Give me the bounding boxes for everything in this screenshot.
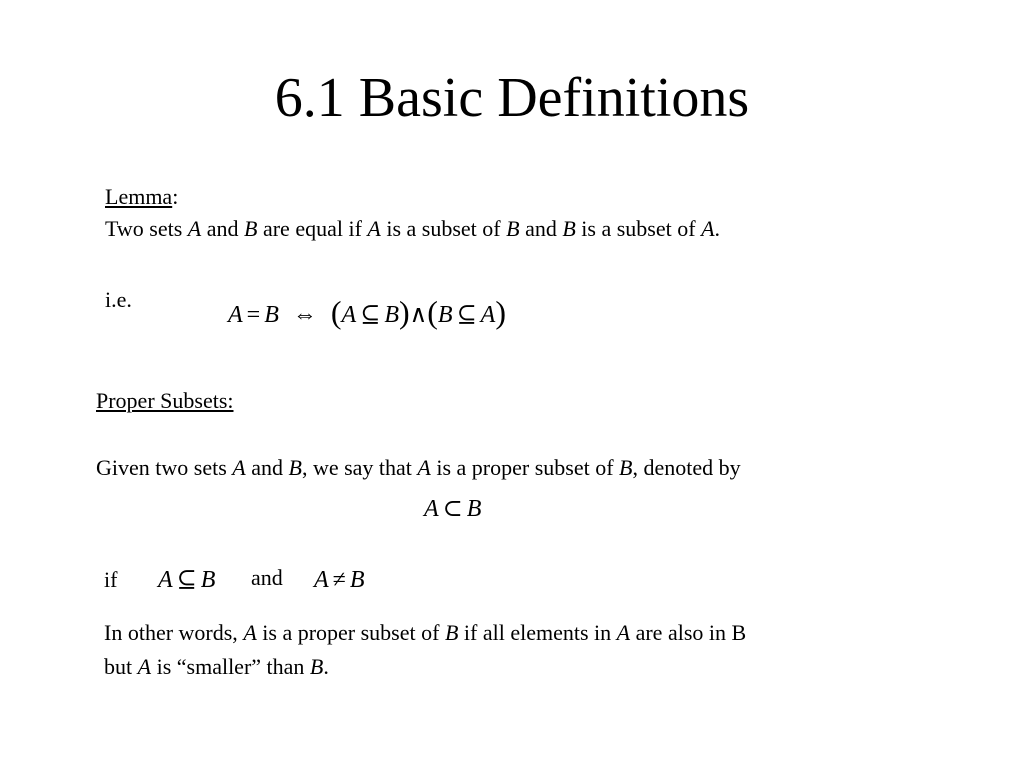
- text-run: , we say that: [301, 455, 418, 480]
- text-run: are equal if: [257, 216, 368, 241]
- formula-operator: =: [246, 302, 261, 328]
- set-symbol: B: [444, 620, 459, 645]
- lemma-statement: [105, 215, 720, 243]
- set-symbol: B: [506, 216, 520, 241]
- formula-paren: ): [495, 294, 506, 330]
- text-run: but: [104, 654, 138, 679]
- text-run: In other words,: [104, 620, 244, 645]
- explanation-line-1: [104, 619, 746, 647]
- text-run: Given two sets: [96, 455, 233, 480]
- condition-subset-eq: [158, 565, 215, 595]
- proper-subset-definition: [96, 454, 741, 482]
- formula-symbol: B: [264, 302, 279, 328]
- lemma-heading-label: Lemma: [105, 184, 173, 209]
- text-run: Two sets: [105, 216, 188, 241]
- set-symbol: B: [619, 455, 633, 480]
- set-symbol: B: [562, 216, 576, 241]
- text-run: .: [323, 654, 329, 679]
- explanation-line-2: [104, 653, 329, 681]
- text-run: are also in B: [630, 620, 747, 645]
- text-run: .: [714, 216, 721, 241]
- proper-subset-notation: [424, 494, 481, 524]
- text-run: and: [245, 455, 289, 480]
- set-symbol: B: [309, 654, 324, 679]
- formula-symbol: A: [158, 567, 173, 593]
- formula-paren: (: [427, 294, 438, 330]
- slide-title: 6.1 Basic Definitions: [274, 67, 750, 129]
- formula-symbol: B: [466, 496, 482, 522]
- set-symbol: A: [367, 216, 381, 241]
- text-run: is a subset of: [380, 216, 507, 241]
- condition-and-label: and: [251, 565, 283, 590]
- set-symbol: A: [243, 620, 257, 645]
- text-run: is a proper subset of: [256, 620, 445, 645]
- set-symbol: A: [137, 654, 152, 679]
- formula-symbol: B: [384, 302, 399, 328]
- text-run: if all elements in: [458, 620, 617, 645]
- text-run: is a proper subset of: [430, 455, 620, 480]
- condition-if-label: if: [104, 567, 118, 592]
- set-symbol: B: [244, 216, 258, 241]
- formula-symbol: A: [314, 567, 329, 593]
- set-symbol: B: [288, 455, 302, 480]
- iff-operator: ⇔: [292, 302, 317, 328]
- proper-subsets-heading: Proper Subsets:: [96, 388, 234, 413]
- formula-paren: (: [330, 294, 342, 330]
- text-run: , denoted by: [632, 455, 741, 480]
- subset-eq-operator: ⊆: [360, 302, 381, 328]
- formula-symbol: A: [228, 302, 243, 328]
- text-run: is a subset of: [575, 216, 702, 241]
- text-run: and: [519, 216, 563, 241]
- set-symbol: A: [417, 455, 431, 480]
- formula-symbol: B: [349, 567, 365, 593]
- text-run: and: [201, 216, 245, 241]
- formula-symbol: A: [424, 496, 439, 522]
- set-symbol: A: [187, 216, 202, 241]
- lemma-formula: [228, 296, 506, 330]
- set-symbol: A: [701, 216, 715, 241]
- subset-eq-operator: ⊆: [176, 567, 197, 593]
- condition-not-equal: [314, 565, 365, 595]
- lemma-heading: [105, 183, 178, 211]
- set-symbol: A: [616, 620, 631, 645]
- text-run: is “smaller” than: [151, 654, 310, 679]
- lemma-heading-colon: :: [172, 184, 179, 209]
- formula-symbol: B: [437, 302, 453, 328]
- subset-eq-operator: ⊆: [456, 302, 477, 328]
- not-equal-operator: ≠: [332, 567, 346, 593]
- ie-label: i.e.: [105, 287, 132, 312]
- formula-symbol: A: [480, 302, 496, 328]
- formula-symbol: B: [200, 567, 216, 593]
- logical-and-operator: ∧: [409, 302, 428, 328]
- set-symbol: A: [232, 455, 246, 480]
- formula-symbol: A: [341, 302, 357, 328]
- proper-subset-operator: ⊂: [442, 496, 463, 522]
- formula-paren: ): [399, 294, 410, 330]
